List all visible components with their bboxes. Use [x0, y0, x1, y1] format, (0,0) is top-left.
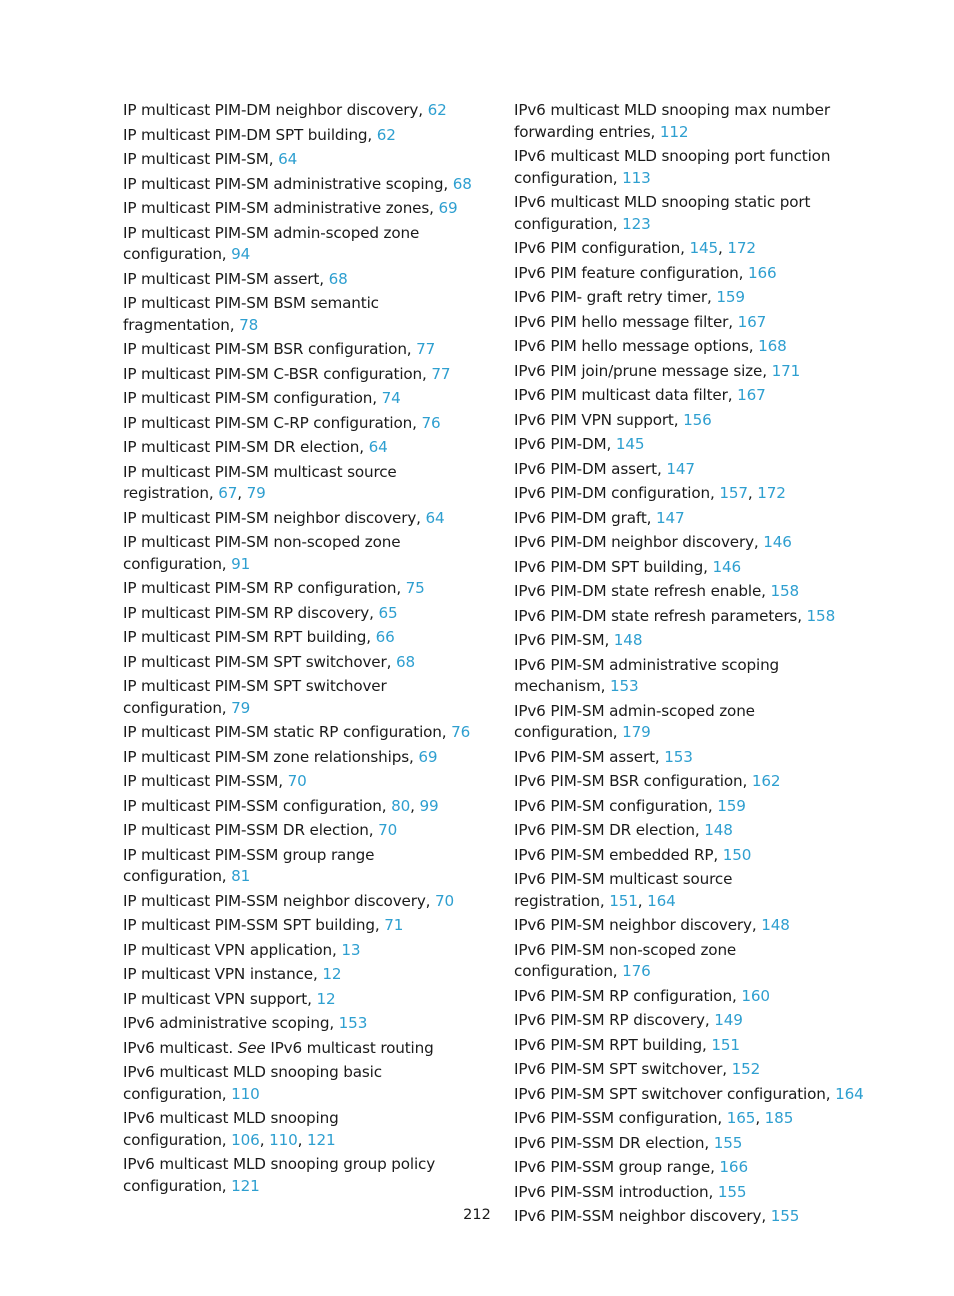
page-link[interactable]: 112: [659, 122, 689, 141]
page-link[interactable]: 79: [231, 698, 251, 717]
index-entry-text: IPv6 PIM-DM graft: [514, 508, 647, 527]
page-link[interactable]: 153: [609, 677, 639, 695]
index-entry: IP multicast PIM-SM RP configuration, 75: [123, 579, 425, 597]
index-entry: IPv6 PIM-SSM DR election, 155: [514, 1133, 743, 1152]
page-link[interactable]: 121: [231, 1176, 260, 1195]
index-entry: IP multicast PIM-SM static RP configuration, 76: [123, 723, 471, 741]
page-link[interactable]: 145: [615, 435, 645, 453]
page-link[interactable]: 110: [231, 1084, 260, 1103]
page-link[interactable]: 79: [246, 484, 266, 502]
index-entry: IPv6 multicast MLD snooping port function configuration, 113: [514, 147, 831, 187]
index-entry-text: IPv6 multicast MLD snooping static port configuration: [514, 193, 811, 233]
index-entry-text: IP multicast PIM-SSM configuration: [123, 796, 382, 815]
index-entry: IP multicast PIM-SM C-BSR configuration, 77: [123, 364, 451, 383]
page-link[interactable]: 158: [770, 582, 800, 600]
index-entry-text: IPv6 PIM-DM assert: [514, 459, 657, 478]
page-link[interactable]: 164: [835, 1084, 864, 1103]
index-entry: IP multicast PIM-DM SPT building, 62: [123, 125, 396, 144]
index-entry: IPv6 PIM-DM state refresh enable, 158: [514, 582, 800, 600]
index-entry: IPv6 PIM-DM, 145: [514, 435, 645, 453]
index-left-column: [123, 100, 478, 1200]
index-entry: IPv6 PIM-DM state refresh parameters, 158: [514, 606, 836, 625]
index-entry-text: IPv6 PIM-SSM introduction: [514, 1182, 709, 1201]
page-link[interactable]: 172: [757, 484, 786, 502]
index-entry-text: IPv6 PIM join/prune message size: [514, 361, 763, 380]
index-entry-text: IP multicast PIM-SM DR election: [123, 438, 360, 456]
index-entry-text: IP multicast PIM-SM neighbor discovery: [123, 508, 417, 527]
index-entry: IP multicast PIM-SM SPT switchover configuration, 79: [123, 677, 387, 717]
index-entry: IPv6 PIM-SM DR election, 148: [514, 821, 733, 839]
index-entry: IPv6 PIM-DM graft, 147: [514, 508, 685, 527]
page-link[interactable]: 99: [419, 796, 439, 815]
page-link[interactable]: 66: [375, 628, 395, 646]
index-entry-text: IPv6 PIM-SM SPT switchover: [514, 1060, 723, 1078]
page-link[interactable]: 153: [664, 747, 693, 766]
index-entry: IPv6 PIM-SM multicast source registration, 151, 164: [514, 870, 733, 910]
index-entry-text: IPv6 PIM-SM RP discovery: [514, 1011, 705, 1029]
index-entry: IPv6 PIM-DM neighbor discovery, 146: [514, 533, 792, 551]
page-link[interactable]: 68: [452, 174, 472, 193]
index-entry-text: IPv6 multicast MLD snooping port function configuration: [514, 147, 831, 187]
index-entry: IP multicast PIM-DM neighbor discovery, 62: [123, 101, 447, 119]
page-link[interactable]: 146: [712, 557, 742, 576]
page-link[interactable]: 75: [405, 579, 425, 597]
see-reference-label: See: [237, 1038, 266, 1057]
page-link[interactable]: 172: [727, 239, 756, 257]
page-link[interactable]: 77: [431, 364, 451, 383]
index-entry: IPv6 PIM-DM configuration, 157, 172: [514, 484, 786, 502]
index-entry: IPv6 multicast MLD snooping static port configuration, 123: [514, 193, 811, 233]
index-entry: IP multicast PIM-SM admin-scoped zone configuration, 94: [123, 223, 420, 263]
index-entry-text: IPv6 PIM hello message filter: [514, 312, 729, 331]
index-entry: IPv6 PIM-SM, 148: [514, 631, 643, 649]
index-entry-text: IPv6 PIM-DM state refresh enable: [514, 582, 762, 600]
page-link[interactable]: 162: [751, 772, 781, 790]
page-link[interactable]: 13: [341, 940, 361, 959]
index-entry-text: IP multicast PIM-DM neighbor discovery: [123, 101, 419, 119]
index-entry: IPv6 PIM-SM RP configuration, 160: [514, 986, 770, 1005]
page-link[interactable]: 81: [231, 867, 251, 885]
index-entry: IP multicast PIM-SSM SPT building, 71: [123, 916, 404, 934]
index-entry: IPv6 PIM- graft retry timer, 159: [514, 288, 745, 306]
page-link[interactable]: 150: [722, 845, 752, 864]
page-link[interactable]: 78: [239, 315, 259, 334]
index-entry: IPv6 PIM-SM BSR configuration, 162: [514, 772, 781, 790]
index-entry: IPv6 PIM-DM assert, 147: [514, 459, 695, 478]
index-entry: IPv6 PIM hello message options, 168: [514, 337, 787, 355]
index-entry-text: IPv6 PIM-DM configuration: [514, 484, 710, 502]
index-entry: [123, 1038, 478, 1060]
page-link[interactable]: 65: [378, 603, 398, 622]
index-entry-text: IPv6 PIM-DM SPT building: [514, 557, 704, 576]
index-entry-text: IP multicast VPN support: [123, 989, 308, 1008]
index-entry-text: IP multicast PIM-SSM neighbor discovery: [123, 891, 426, 910]
index-entry: IP multicast VPN instance, 12: [123, 965, 342, 983]
index-entry: IPv6 PIM-SM neighbor discovery, 148: [514, 916, 790, 934]
index-entry: IPv6 multicast MLD snooping max number forwarding entries, 112: [514, 101, 830, 141]
index-entry-text: IP multicast PIM-SM C-RP configuration: [123, 413, 413, 432]
page-link[interactable]: 168: [758, 337, 787, 355]
index-entry-text: IP multicast PIM-SM BSR configuration: [123, 340, 407, 358]
index-entry-text: IP multicast PIM-SM multicast source registration: [123, 462, 397, 502]
index-entry: IP multicast PIM-SSM configuration, 80, 99: [123, 796, 439, 815]
page-link[interactable]: 110: [269, 1130, 298, 1149]
index-entry-text: IP multicast PIM-SM RP configuration: [123, 579, 397, 597]
index-entry: IPv6 administrative scoping, 153: [123, 1014, 368, 1032]
page-link[interactable]: 147: [666, 459, 695, 478]
index-entry: IPv6 PIM-SM assert, 153: [514, 747, 693, 766]
index-entry-text: IPv6 PIM-SSM DR election: [514, 1133, 705, 1152]
index-entry-text: IP multicast PIM-SSM DR election: [123, 821, 369, 839]
index-entry-text: IPv6 PIM-SM SPT switchover configuration: [514, 1084, 826, 1103]
page-link[interactable]: 62: [376, 125, 396, 144]
page-link[interactable]: 146: [763, 533, 792, 551]
index-entry: IPv6 PIM feature configuration, 166: [514, 263, 777, 282]
index-entry: IP multicast PIM-SM BSR configuration, 77: [123, 340, 436, 358]
page-link[interactable]: 123: [622, 214, 651, 233]
page-link[interactable]: 145: [689, 239, 719, 257]
page-link[interactable]: 157: [719, 484, 748, 502]
page-link[interactable]: 155: [717, 1182, 747, 1201]
index-entry-text: IPv6 multicast MLD snooping basic configuration: [123, 1063, 382, 1103]
index-entry-text: IP multicast PIM-DM SPT building: [123, 125, 368, 144]
index-entry-text: IPv6 PIM-SSM neighbor discovery: [514, 1207, 762, 1225]
page-link[interactable]: 167: [737, 312, 767, 331]
index-entry-text: IP multicast PIM-SSM group range configuration: [123, 845, 375, 885]
page-link[interactable]: 64: [278, 150, 298, 168]
page-link[interactable]: 76: [451, 723, 471, 741]
index-entry: IP multicast PIM-SM non-scoped zone configuration, 91: [123, 533, 401, 573]
page-link[interactable]: 148: [613, 631, 643, 649]
page-link[interactable]: 166: [747, 263, 777, 282]
page-link[interactable]: 12: [316, 989, 336, 1008]
page-link[interactable]: 148: [761, 916, 790, 934]
page-link[interactable]: 151: [609, 891, 638, 910]
page-link[interactable]: 155: [713, 1133, 743, 1152]
index-entry: IPv6 PIM-SM RP discovery, 149: [514, 1011, 743, 1029]
page-link[interactable]: 70: [287, 772, 307, 790]
index-entry: IP multicast VPN application, 13: [123, 940, 361, 959]
index-entry: IP multicast PIM-SM zone relationships, 69: [123, 747, 438, 766]
page-link[interactable]: 149: [714, 1011, 743, 1029]
page-link[interactable]: 68: [328, 269, 348, 288]
page-link[interactable]: 176: [622, 962, 651, 980]
index-entry: IPv6 PIM hello message filter, 167: [514, 312, 767, 331]
index-entry-text: IP multicast PIM-SM assert: [123, 269, 320, 288]
page-link[interactable]: 70: [378, 821, 398, 839]
page-link[interactable]: 106: [231, 1130, 260, 1149]
index-entry-text: IP multicast PIM-SM SPT switchover configuration: [123, 677, 387, 717]
page-number: 212: [463, 1207, 491, 1223]
index-entry-text: IP multicast PIM-SM administrative zones: [123, 199, 430, 217]
page-link[interactable]: 155: [770, 1207, 800, 1225]
page-link[interactable]: 67: [218, 484, 238, 502]
index-entry-text: IP multicast PIM-SM RP discovery: [123, 603, 370, 622]
page-link[interactable]: 167: [737, 386, 766, 404]
index-entry: IPv6 PIM-SM embedded RP, 150: [514, 845, 752, 864]
page-link[interactable]: 64: [425, 508, 445, 527]
index-entry-text: IP multicast PIM-SM C-BSR configuration: [123, 364, 423, 383]
index-entry: IPv6 PIM-SSM introduction, 155: [514, 1182, 747, 1201]
page-link[interactable]: 94: [231, 245, 251, 263]
index-entry-text: IPv6 PIM-SM assert: [514, 747, 655, 766]
index-entry: IP multicast PIM-SSM DR election, 70: [123, 821, 398, 839]
page-link[interactable]: 164: [647, 891, 676, 910]
index-entry-text: IPv6 multicast MLD snooping configuration: [123, 1109, 339, 1149]
index-entry-text: IP multicast PIM-SM RPT building: [123, 628, 367, 646]
index-entry: IP multicast PIM-SM C-RP configuration, 76: [123, 413, 441, 432]
index-entry-text: IPv6 PIM VPN support: [514, 410, 674, 429]
index-entry-text: IPv6 multicast MLD snooping max number forwarding entries: [514, 101, 830, 141]
index-entry-text: IP multicast PIM-SSM SPT building: [123, 916, 375, 934]
index-entry: IPv6 PIM join/prune message size, 171: [514, 361, 801, 380]
index-entry: IPv6 PIM-SM non-scoped zone configuration, 176: [514, 940, 737, 980]
index-entry-text: IPv6 PIM feature configuration: [514, 263, 739, 282]
index-entry: IP multicast PIM-SSM neighbor discovery, 70: [123, 891, 455, 910]
index-entry-text: IPv6 PIM-SM BSR configuration: [514, 772, 743, 790]
page-link[interactable]: 158: [806, 606, 836, 625]
page-link[interactable]: 91: [231, 554, 251, 573]
index-entry-text: IPv6 PIM-SM RP configuration: [514, 986, 732, 1005]
index-right-column: [514, 100, 869, 1231]
page-link[interactable]: 160: [741, 986, 770, 1005]
index-entry: IPv6 multicast MLD snooping basic configuration, 110: [123, 1063, 382, 1103]
index-entry: IPv6 PIM VPN support, 156: [514, 410, 712, 429]
page-link[interactable]: 166: [719, 1158, 748, 1176]
index-entry-text: IPv6 PIM-SM multicast source registration: [514, 870, 733, 910]
page-link[interactable]: 80: [391, 796, 411, 815]
index-entry: IPv6 PIM-SM SPT switchover configuration, 164: [514, 1084, 864, 1103]
index-entry: IP multicast PIM-SM administrative zones, 69: [123, 199, 458, 217]
page-link[interactable]: 64: [368, 438, 388, 456]
index-entry: IPv6 PIM-SSM configuration, 165, 185: [514, 1109, 794, 1127]
index-entry: IPv6 PIM-SSM neighbor discovery, 155: [514, 1207, 800, 1225]
index-entry-text: IP multicast PIM-SM administrative scoping: [123, 174, 444, 193]
index-entry: IP multicast PIM-SM DR election, 64: [123, 438, 388, 456]
index-entry-text: IPv6 PIM-SSM configuration: [514, 1109, 718, 1127]
index-entry: IPv6 PIM-SM RPT building, 151: [514, 1035, 740, 1054]
index-entry-text: IP multicast PIM-SM admin-scoped zone configuration: [123, 223, 420, 263]
index-entry-text: IPv6 PIM-SM DR election: [514, 821, 695, 839]
index-entry-text: IP multicast VPN application: [123, 940, 332, 959]
page-link[interactable]: 185: [764, 1109, 794, 1127]
index-entry-text: IPv6 administrative scoping: [123, 1014, 330, 1032]
index-entry-text: IP multicast PIM-SM SPT switchover: [123, 652, 387, 671]
index-entry-text: IP multicast PIM-SM zone relationships: [123, 747, 409, 766]
index-entry-text: IP multicast PIM-SM: [123, 150, 269, 168]
page-link[interactable]: 159: [717, 796, 746, 815]
page-link[interactable]: 113: [622, 168, 651, 187]
page-link[interactable]: 62: [427, 101, 447, 119]
index-entry: IPv6 PIM-DM SPT building, 146: [514, 557, 742, 576]
index-entry: IP multicast PIM-SM RP discovery, 65: [123, 603, 398, 622]
index-entry: IPv6 PIM-SM administrative scoping mechanism, 153: [514, 655, 780, 695]
index-entry-text: IPv6 multicast MLD snooping group policy configuration: [123, 1155, 436, 1195]
page-link[interactable]: 77: [416, 340, 436, 358]
index-entry-text: IPv6 PIM multicast data filter: [514, 386, 728, 404]
index-entry: IPv6 multicast MLD snooping configuration, 106, 110, 121: [123, 1109, 339, 1149]
index-entry-text: IP multicast PIM-SM configuration: [123, 389, 373, 407]
index-entry-text: IP multicast PIM-SM BSM semantic fragmentation: [123, 294, 379, 334]
page-link[interactable]: 76: [421, 413, 441, 432]
index-entry-text: IPv6 PIM-SM administrative scoping mechanism: [514, 655, 780, 695]
page-link[interactable]: 69: [438, 199, 458, 217]
index-entry-text: IPv6 PIM configuration: [514, 239, 681, 257]
index-entry-text: IPv6 PIM hello message options: [514, 337, 749, 355]
index-entry: IP multicast PIM-SSM, 70: [123, 772, 307, 790]
page-link[interactable]: 71: [384, 916, 404, 934]
page-link[interactable]: 153: [338, 1014, 368, 1032]
page-link[interactable]: 171: [771, 361, 801, 380]
index-entry-text: IPv6 PIM-SM configuration: [514, 796, 708, 815]
index-entry-text: IPv6 PIM-SM embedded RP: [514, 845, 714, 864]
page-link[interactable]: 151: [711, 1035, 740, 1054]
index-entry-text: IPv6 PIM-DM state refresh parameters: [514, 606, 798, 625]
index-entry: IP multicast PIM-SM SPT switchover, 68: [123, 652, 415, 671]
page-link[interactable]: 12: [322, 965, 342, 983]
index-entry: IP multicast PIM-SM neighbor discovery, 64: [123, 508, 445, 527]
page-link[interactable]: 69: [418, 747, 438, 766]
index-entry: IP multicast PIM-SM BSM semantic fragmentation, 78: [123, 294, 379, 334]
index-entry-text: IP multicast PIM-SSM: [123, 772, 279, 790]
index-entry: IP multicast PIM-SM administrative scoping, 68: [123, 174, 472, 193]
index-entry: IPv6 PIM-SM admin-scoped zone configuration, 179: [514, 701, 755, 741]
index-entry-text: IPv6 PIM-SM admin-scoped zone configuration: [514, 701, 755, 741]
index-entry-text: IP multicast VPN instance: [123, 965, 313, 983]
index-entry: IPv6 PIM multicast data filter, 167: [514, 386, 766, 404]
index-entry: IPv6 PIM-SSM group range, 166: [514, 1158, 748, 1176]
index-entry-text: IPv6 PIM-DM neighbor discovery: [514, 533, 754, 551]
index-entry: IP multicast PIM-SM multicast source registration, 67, 79: [123, 462, 397, 502]
index-entry-text: IP multicast PIM-SM non-scoped zone configuration: [123, 533, 401, 573]
index-entry-text: IPv6 PIM-SM non-scoped zone configuration: [514, 940, 737, 980]
page-link[interactable]: 159: [716, 288, 745, 306]
index-entry: IP multicast PIM-SSM group range configuration, 81: [123, 845, 375, 885]
index-entry-text: IPv6 PIM-SSM group range: [514, 1158, 711, 1176]
page-link[interactable]: 148: [704, 821, 733, 839]
index-entry-text: IPv6 PIM-SM neighbor discovery: [514, 916, 752, 934]
page-link[interactable]: 156: [683, 410, 712, 429]
page-link[interactable]: 147: [656, 508, 685, 527]
see-reference-target: IPv6 multicast routing: [270, 1038, 434, 1057]
index-entry-text: IPv6 PIM- graft retry timer: [514, 288, 707, 306]
page-link[interactable]: 70: [435, 891, 455, 910]
index-entry-text: IPv6 PIM-DM: [514, 435, 607, 453]
page-link[interactable]: 74: [381, 389, 401, 407]
index-entry: IPv6 multicast MLD snooping group policy configuration, 121: [123, 1155, 436, 1195]
index-entry: IP multicast PIM-SM configuration, 74: [123, 389, 401, 407]
index-entry-text: IP multicast PIM-SM static RP configuration: [123, 723, 442, 741]
index-entry: IP multicast PIM-SM RPT building, 66: [123, 628, 395, 646]
page-link[interactable]: 68: [395, 652, 415, 671]
index-entry-text: IPv6 PIM-SM: [514, 631, 605, 649]
page-link[interactable]: 165: [726, 1109, 756, 1127]
index-entry-text: IPv6 PIM-SM RPT building: [514, 1035, 702, 1054]
page-link[interactable]: 121: [306, 1130, 336, 1149]
index-entry-text: IPv6 multicast.: [123, 1038, 234, 1057]
index-entry: IPv6 PIM-SM SPT switchover, 152: [514, 1060, 761, 1078]
index-entry: IP multicast VPN support, 12: [123, 989, 336, 1008]
index-entry: IP multicast PIM-SM, 64: [123, 150, 298, 168]
page-link[interactable]: 179: [622, 723, 651, 741]
page-link[interactable]: 152: [731, 1060, 761, 1078]
index-entry: IPv6 PIM-SM configuration, 159: [514, 796, 746, 815]
index-entry: IP multicast PIM-SM assert, 68: [123, 269, 348, 288]
index-entry: IPv6 PIM configuration, 145, 172: [514, 239, 756, 257]
